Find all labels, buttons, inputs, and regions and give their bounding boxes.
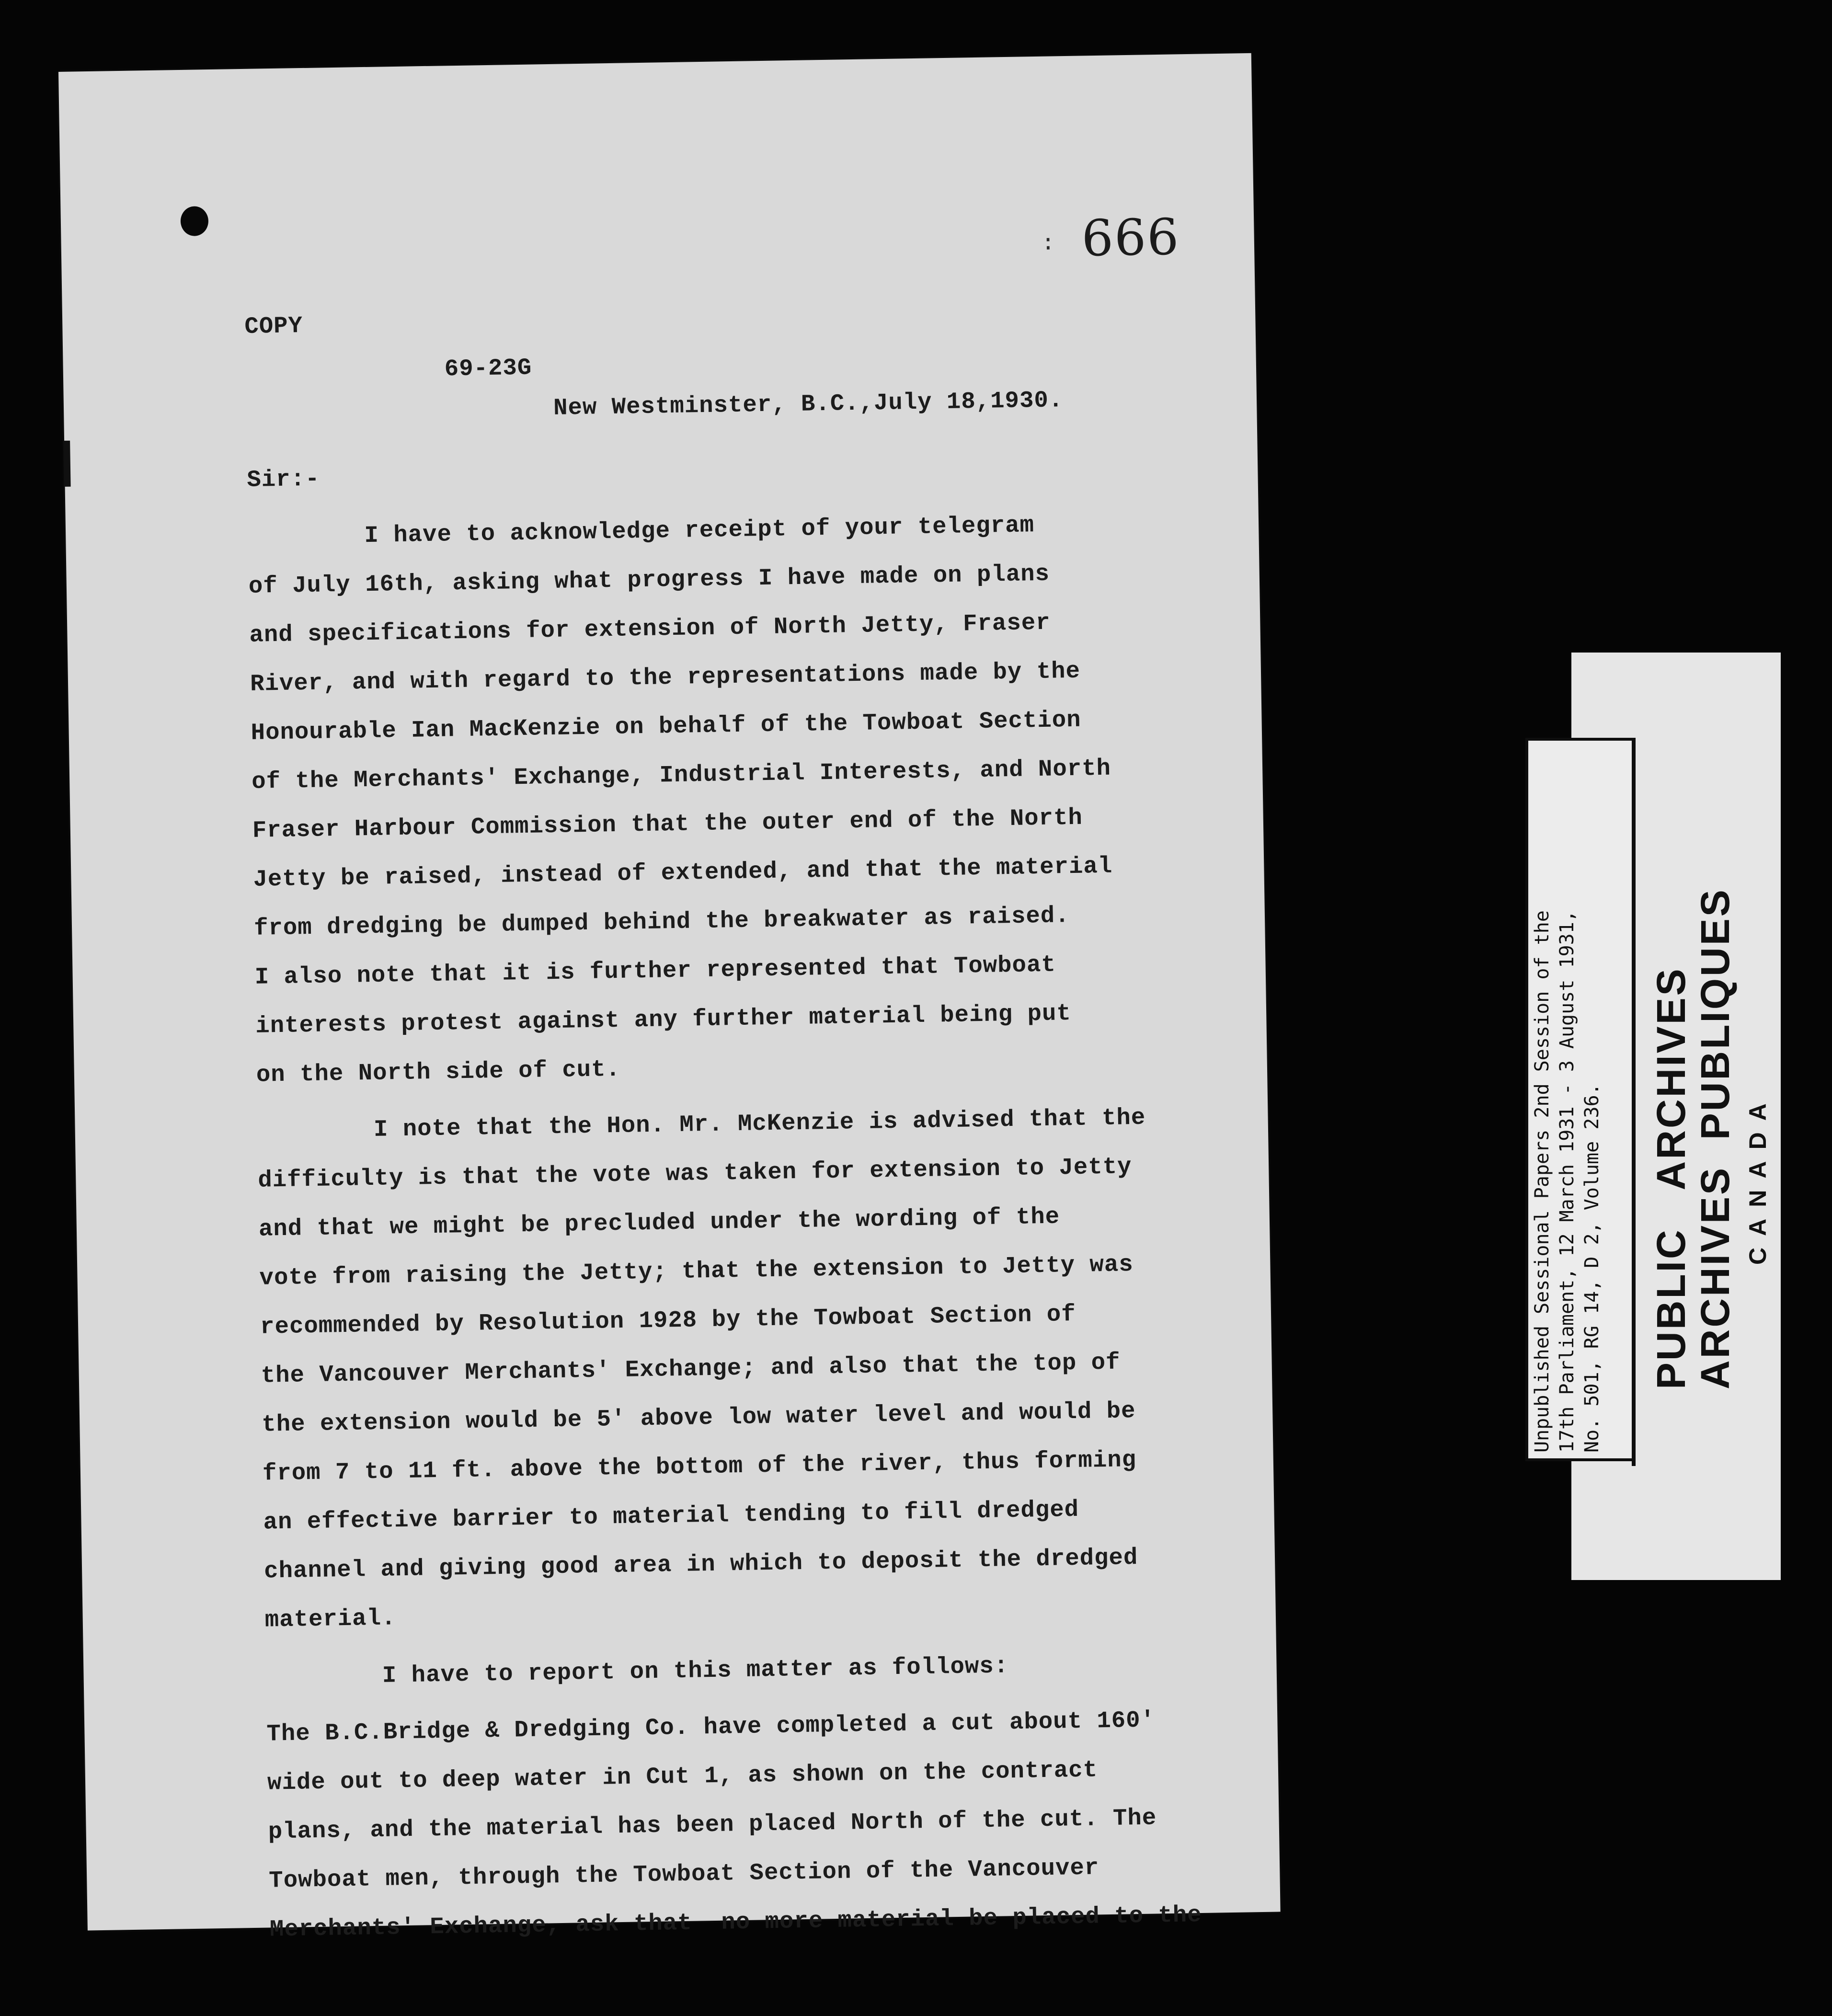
file-reference: 69-23G bbox=[444, 354, 532, 383]
dateline: New Westminster, B.C.,July 18,1930. bbox=[553, 387, 1064, 422]
body-line: of the Merchants' Exchange, Industrial Interests, and North bbox=[251, 755, 1111, 795]
body-line: from 7 to 11 ft. above the bottom of the river, thus forming bbox=[262, 1446, 1137, 1487]
page-edge-tear bbox=[63, 441, 71, 487]
body-line: interests protest against any further material being put bbox=[255, 1000, 1072, 1040]
body-line: an effective barrier to material tending to fill dredged bbox=[263, 1496, 1079, 1536]
body-line: I note that the Hon. Mr. McKenzie is advised that the bbox=[257, 1104, 1146, 1145]
body-line: Jetty be raised, instead of extended, and that the material bbox=[253, 852, 1113, 893]
body-line: the Vancouver Merchants' Exchange; and also that the top of bbox=[261, 1349, 1121, 1389]
body-line: Honourable Ian MacKenzie on behalf of the Towboat Section bbox=[251, 706, 1082, 746]
public-archives-stamp bbox=[1648, 814, 1782, 1389]
body-line: Merchants' Exchange, ask that no more material be placed to the bbox=[269, 1901, 1202, 1943]
stamp-line-canada: C A N A D A bbox=[1744, 1100, 1771, 1265]
body-line: on the North side of cut. bbox=[256, 1055, 621, 1088]
body-line: The B.C.Bridge & Dredging Co. have completed a cut about 160' bbox=[266, 1707, 1156, 1748]
body-line: and specifications for extension of North Jetty, Fraser bbox=[249, 609, 1051, 649]
body-line: wide out to deep water in Cut 1, as shown on the contract bbox=[267, 1756, 1098, 1797]
page-number: 666 bbox=[1081, 207, 1180, 268]
body-line: I also note that it is further represented that Towboat bbox=[254, 951, 1056, 991]
body-line: vote from raising the Jetty; that the extension to Jetty was bbox=[259, 1251, 1134, 1292]
salutation: Sir:- bbox=[246, 465, 320, 493]
body-line: material. bbox=[264, 1604, 396, 1634]
punch-hole bbox=[180, 206, 208, 236]
body-line: Fraser Harbour Commission that the outer end of the North bbox=[252, 804, 1083, 844]
body-line: from dredging be dumped behind the breakwater as raised. bbox=[253, 902, 1070, 942]
typed-letter-page bbox=[58, 53, 1281, 1943]
body-line: plans, and the material has been placed North of the cut. The bbox=[268, 1804, 1157, 1845]
body-line: and that we might be precluded under the wording of the bbox=[258, 1203, 1060, 1243]
citation-line: 17th Parliament, 12 March 1931 - 3 August 1931, bbox=[1556, 910, 1578, 1453]
body-line: difficulty is that the vote was taken for extension to Jetty bbox=[257, 1153, 1132, 1194]
stamp-line-public-archives: PUBLIC ARCHIVES bbox=[1649, 967, 1694, 1389]
body-line: River, and with regard to the representations made by the bbox=[250, 657, 1081, 698]
citation-line: No. 501, RG 14, D 2, Volume 236. bbox=[1581, 1083, 1603, 1453]
body-line: of July 16th, asking what progress I have made on plans bbox=[248, 560, 1050, 600]
body-line: channel and giving good area in which to deposit the dredged bbox=[263, 1544, 1138, 1585]
body-line: I have to acknowledge receipt of your telegram bbox=[247, 512, 1035, 551]
sessional-paper-citation bbox=[1523, 734, 1633, 1453]
page-tick-mark: : bbox=[1041, 229, 1055, 255]
copy-label: COPY bbox=[244, 312, 303, 340]
body-line: recommended by Resolution 1928 by the Towboat Section of bbox=[260, 1300, 1076, 1340]
body-line: I have to report on this matter as follows: bbox=[265, 1652, 1009, 1691]
body-line: Towboat men, through the Towboat Section of the Vancouver bbox=[268, 1854, 1099, 1894]
citation-line: Unpublished Sessional Papers 2nd Session of the bbox=[1531, 910, 1553, 1453]
stamp-line-archives-publiques: ARCHIVES PUBLIQUES bbox=[1693, 888, 1738, 1389]
body-line: the extension would be 5' above low water level and would be bbox=[261, 1397, 1136, 1438]
